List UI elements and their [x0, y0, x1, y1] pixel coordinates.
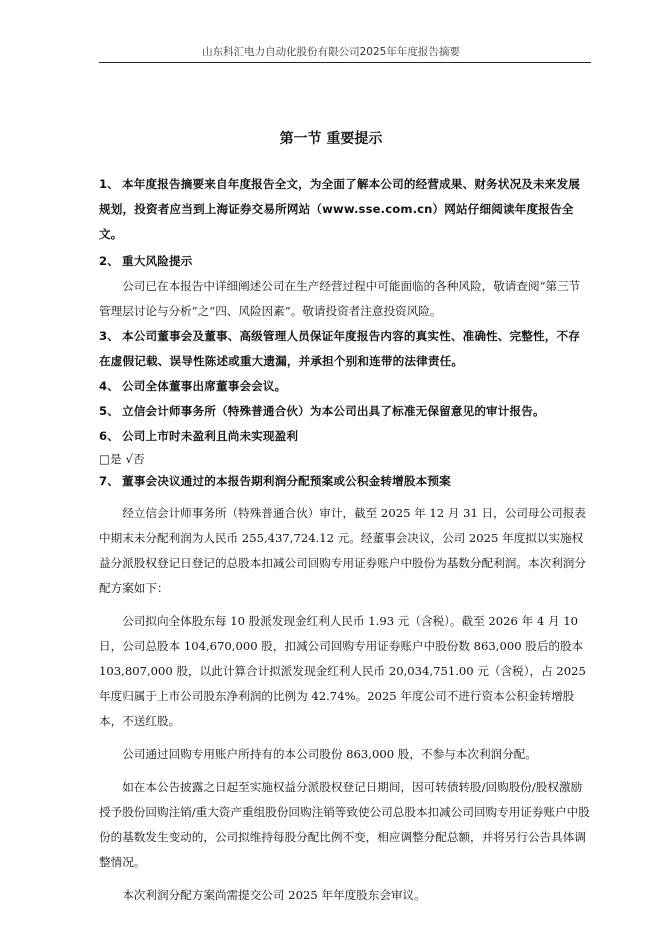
section-title: 第一节 重要提示	[279, 131, 383, 147]
item-4	[99, 374, 591, 399]
item-text: 本公司董事会及董事、高级管理人员保证年度报告内容的真实性、准确性、完整性，不存在虚假记载、误导性陈述或重大遗漏，并承担个别和连带的法律责任。	[99, 329, 581, 368]
header-divider	[99, 62, 591, 63]
risk-paragraph: 公司已在本报告中详细阐述公司在生产经营过程中可能面临的各种风险，敬请查阅“第三节 管理层讨论与分析”之“四、风险因素”。敬请投资者注意投资风险。	[99, 279, 581, 318]
page-header: 山东科汇电力自动化股份有限公司2025年年度报告摘要	[202, 46, 460, 58]
checkbox-yes: □是	[99, 452, 122, 466]
dividend-paragraph: 如在本公告披露之日起至实施权益分派股权登记日期间，因可转债转股/回购股份/股权激励授予股份回购注销/重大资产重组股份回购注销等致使公司总股本扣减公司回购专用证券账户中股份的基数发生变动的，公司拟维持每股分配比例不变，相应调整分配总额，并将另行公告具体调整情况。	[99, 780, 590, 869]
item-text: 重大风险提示	[122, 254, 193, 268]
dividend-paragraph: 公司拟向全体股东每 10 股派发现金红利人民币 1.93 元（含税）。截至 2026 年 4 月 10 日，公司总股本 104,670,000 股，扣减公司回购专用证券账户中股份数 863,000 股后的股本 103,807,000 股，以此计算合计拟派发现金红利人民币 20,034,751.00 元（含税），占 2025 年度归属于上市公司股东净利润的比例为 42.74%。2025 年度公司不进行资本公积金转增股本，不送红股。	[99, 614, 586, 728]
item-text: 公司全体董事出席董事会会议。	[122, 379, 287, 393]
item-3	[99, 324, 591, 374]
item-text: 立信会计师事务所（特殊普通合伙）为本公司出具了标准无保留意见的审计报告。	[122, 404, 545, 418]
checkbox-no: √否	[125, 452, 145, 466]
item-number: 4、	[99, 379, 119, 393]
dividend-paragraph: 经立信会计师事务所（特殊普通合伙）审计，截至 2025 年 12 月 31 日，公司母公司报表中期末未分配利润为人民币 255,437,724.12 元。经董事会决议，公司 2025 年度拟以实施权益分派股权登记日登记的总股本扣减公司回购专用证券账户中股份为基数分配利润。本次利润分配方案如下：	[99, 506, 586, 595]
item-text: 公司上市时未盈利且尚未实现盈利	[122, 429, 299, 443]
item-number: 1、	[99, 177, 119, 191]
item-7	[99, 469, 591, 494]
item-number: 7、	[99, 474, 119, 488]
item-number: 2、	[99, 254, 119, 268]
dividend-paragraph: 公司通过回购专用账户所持有的本公司股份 863,000 股，不参与本次利润分配。	[122, 747, 537, 761]
item-text: 董事会决议通过的本报告期利润分配预案或公积金转增股本预案	[122, 474, 451, 488]
document-body	[99, 172, 591, 908]
item-number: 3、	[99, 329, 119, 343]
item-6	[99, 424, 591, 449]
item-2	[99, 249, 591, 274]
item-number: 6、	[99, 429, 119, 443]
dividend-paragraph: 本次利润分配方案尚需提交公司 2025 年年度股东会审议。	[122, 888, 426, 902]
item-text: 本年度报告摘要来自年度报告全文，为全面了解本公司的经营成果、财务状况及未来发展规划，投资者应当到上海证券交易所网站（www.sse.com.cn）网站仔细阅读年度报告全文。	[99, 177, 581, 241]
item-5	[99, 399, 591, 424]
item-1	[99, 172, 591, 247]
item-number: 5、	[99, 404, 119, 418]
profit-checkbox-line	[99, 449, 591, 469]
